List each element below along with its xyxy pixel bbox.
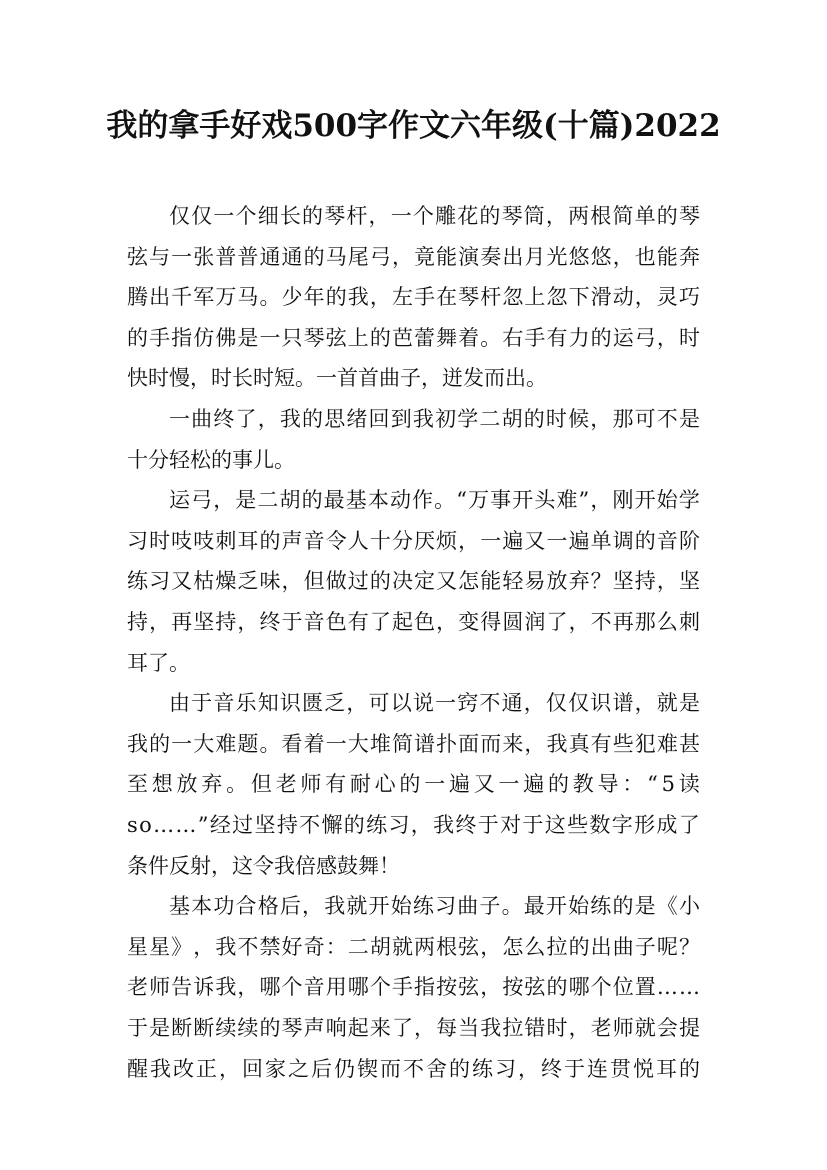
text-line: 运 弓 ， 是 二 胡 的 最 基 本 动 作 。 “ 万 事 开 头 难 ” ， 刚 开 始 学: [169, 488, 700, 513]
text-line: 基 本 功 合 格 后 ， 我 就 开 始 练 习 曲 子 。 最 开 始 练 的 是 《 小: [169, 894, 700, 919]
text-line: 我 的 一 大 难 题 。 看 着 一 大 堆 简 谱 扑 面 而 来 ， 我 真 有 些 犯 难 甚: [127, 731, 700, 756]
text-line: 于 是 断 断 续 续 的 琴 声 响 起 来 了 ， 每 当 我 拉 错 时 ， 老 师 就 会 提: [127, 1016, 700, 1040]
text-line: 腾 出 千 军 万 马 。 少 年 的 我 ， 左 手 在 琴 杆 忽 上 忽 下 滑 动 ， 灵 巧: [127, 285, 700, 310]
document-title: 我的拿手好戏500字作文六年级(十篇)2022: [106, 108, 721, 144]
text-line: 醒 我 改 正 ， 回 家 之 后 仍 锲 而 不 舍 的 练 习 ， 终 于 连 贯 悦 耳 的: [127, 1056, 700, 1081]
text-line: 至 想 放 弃 。 但 老 师 有 耐 心 的 一 遍 又 一 遍 的 教 导 ： “ 5 读: [127, 772, 700, 797]
text-line: 星 星 》 ， 我 不 禁 好 奇 ： 二 胡 就 两 根 弦 ， 怎 么 拉 的 出 曲 子 呢 ？: [127, 934, 700, 959]
text-line: 持 ， 再 坚 持 ， 终 于 音 色 有 了 起 色 ， 变 得 圆 润 了 ， 不 再 那 么 刺: [127, 610, 700, 634]
text-line: 的 手 指 仿 佛 是 一 只 琴 弦 上 的 芭 蕾 舞 着 。 右 手 有 力 的 运 弓 ， 时: [127, 325, 700, 350]
text-line: 练 习 又 枯 燥 乏 味 ， 但 做 过 的 决 定 又 怎 能 轻 易 放 弃 ？ 坚 持 ， 坚: [127, 569, 700, 594]
text-line: 习 时 吱 吱 刺 耳 的 声 音 令 人 十 分 厌 烦 ， 一 遍 又 一 遍 单 调 的 音 阶: [127, 528, 700, 553]
text-line: 老 师 告 诉 我 ， 哪 个 音 用 哪 个 手 指 按 弦 ， 按 弦 的 哪 个 位 置 … …: [127, 975, 700, 1000]
text-line: 弦 与 一 张 普 普 通 通 的 马 尾 弓 ， 竟 能 演 奏 出 月 光 悠 悠 ， 也 能 奔: [127, 244, 700, 269]
text-line: 条件反射，这令我倍感鼓舞！: [127, 853, 400, 878]
text-line: 由 于 音 乐 知 识 匮 乏 ， 可 以 说 一 窍 不 通 ， 仅 仅 识 谱 ， 就 是: [169, 691, 700, 716]
text-line: 快时慢，时长时短。一首首曲子，迸发而出。: [127, 366, 547, 391]
text-line: 一 曲 终 了 ， 我 的 思 绪 回 到 我 初 学 二 胡 的 时 候 ， 那 可 不 是: [169, 407, 700, 431]
text-line: s o … … ” 经 过 坚 持 不 懈 的 练 习 ， 我 终 于 对 于 这 些 数 字 形 成 了: [127, 813, 700, 837]
text-line: 十分轻松的事儿。: [127, 447, 295, 472]
text-line: 耳了。: [127, 650, 190, 675]
text-line: 仅 仅 一 个 细 长 的 琴 杆 ， 一 个 雕 花 的 琴 筒 ， 两 根 简 单 的 琴: [169, 204, 700, 228]
